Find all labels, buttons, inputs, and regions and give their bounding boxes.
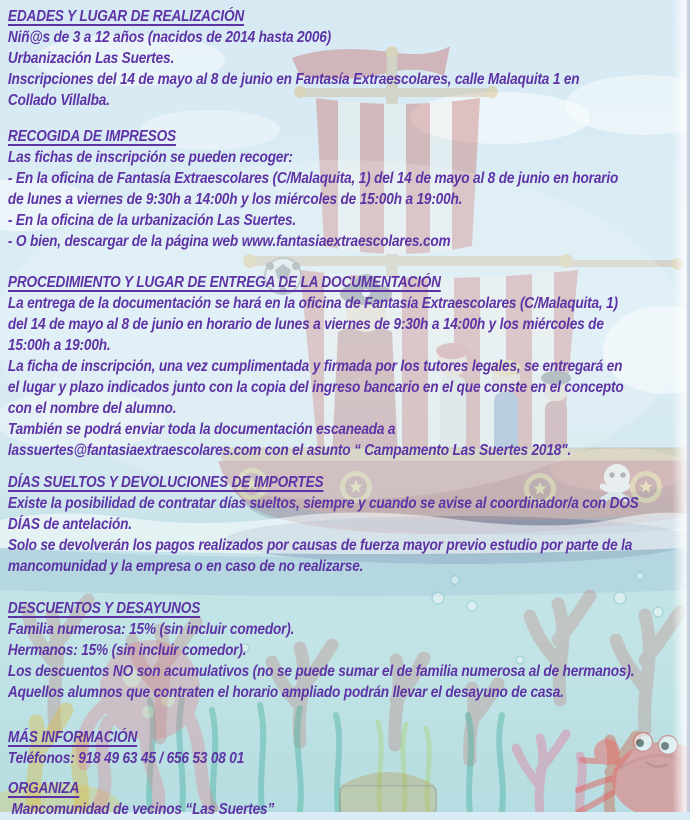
heading-text: DÍAS SUELTOS Y DEVOLUCIONES DE IMPORTES — [7, 474, 324, 491]
section-heading — [8, 598, 685, 619]
text-line: Solo se devolverán los pagos realizados por causas de fuerza mayor previo estudio por parte de la — [7, 537, 633, 554]
section-procedimiento-entrega — [8, 272, 685, 461]
section-heading — [8, 6, 685, 27]
text-line: También se podrá enviar toda la documentación escaneada a — [7, 421, 396, 438]
heading-text: EDADES Y LUGAR DE REALIZACIÓN — [7, 8, 245, 25]
text-line: Aquellos alumnos que contraten el horario ampliado podrán llevar el desayuno de casa. — [7, 684, 564, 701]
text-line: Inscripciones del 14 de mayo al 8 de junio en Fantasía Extraescolares, calle Malaquita 1 en — [7, 71, 580, 88]
text-line: - En la oficina de Fantasía Extraescolares (C/Malaquita, 1) del 14 de mayo al 8 de junio en horario — [7, 170, 619, 187]
text-line: Mancomunidad de vecinos “Las Suertes” — [7, 801, 275, 818]
text-line: La ficha de inscripción, una vez cumplimentada y firmada por los tutores legales, se entregará en — [7, 358, 623, 375]
text-line: - O bien, descargar de la página web www.fantasiaextraescolares.com — [7, 233, 451, 250]
section-recogida-de-impresos — [8, 126, 685, 252]
section-heading — [8, 472, 685, 493]
text-line: La entrega de la documentación se hará en la oficina de Fantasía Extraescolares (C/Malaquita, 1) — [7, 295, 618, 312]
section-heading — [8, 126, 685, 147]
text-line: lassuertes@fantasiaextraescolares.com con el asunto “ Campamento Las Suertes 2018". — [7, 442, 572, 459]
section-mas-informacion — [8, 727, 685, 769]
section-organiza — [8, 778, 685, 820]
text-line: - En la oficina de la urbanización Las Suertes. — [7, 212, 297, 229]
text-line: Las fichas de inscripción se pueden recoger: — [7, 149, 293, 166]
text-line: con el nombre del alumno. — [7, 400, 177, 417]
text-line: del 14 de mayo al 8 de junio en horario de lunes a viernes de 9:30h a 14:00h y los miércoles de — [7, 316, 604, 333]
heading-text: MÁS INFORMACIÓN — [7, 729, 138, 746]
section-descuentos-desayunos — [8, 598, 685, 703]
text-line: 15:00h a 19:00h. — [7, 337, 111, 354]
text-line: el lugar y plazo indicados junto con la copia del ingreso bancario en el que conste en el concepto — [7, 379, 624, 396]
heading-text: RECOGIDA DE IMPRESOS — [7, 128, 176, 145]
heading-text: ORGANIZA — [7, 780, 80, 797]
section-heading — [8, 778, 685, 799]
text-line: Collado Villalba. — [7, 92, 110, 109]
section-edades-y-lugar — [8, 6, 685, 111]
section-dias-sueltos-devoluciones — [8, 472, 685, 577]
text-line: Urbanización Las Suertes. — [7, 50, 175, 67]
text-line: de lunes a viernes de 9:30h a 14:00h y los miércoles de 15:00h a 19:00h. — [7, 191, 463, 208]
text-line: Los descuentos NO son acumulativos (no se puede sumar el de familia numerosa al de hermanos). — [7, 663, 635, 680]
section-heading — [8, 272, 685, 293]
text-line: DÍAS de antelación. — [7, 516, 132, 533]
text-line: Teléfonos: 918 49 63 45 / 656 53 08 01 — [7, 750, 245, 767]
heading-text: DESCUENTOS Y DESAYUNOS — [7, 600, 201, 617]
text-line: Existe la posibilidad de contratar días sueltos, siempre y cuando se avise al coordinador/a con DOS — [7, 495, 639, 512]
heading-text: PROCEDIMIENTO Y LUGAR DE ENTREGA DE LA DOCUMENTACIÓN — [7, 274, 441, 291]
text-line: mancomunidad y la empresa o en caso de no realizarse. — [7, 558, 364, 575]
section-heading — [8, 727, 685, 748]
text-line: Niñ@s de 3 a 12 años (nacidos de 2014 hasta 2006) — [7, 29, 332, 46]
text-line: Familia numerosa: 15% (sin incluir comedor). — [7, 621, 295, 638]
text-line: Hermanos: 15% (sin incluir comedor). — [7, 642, 247, 659]
